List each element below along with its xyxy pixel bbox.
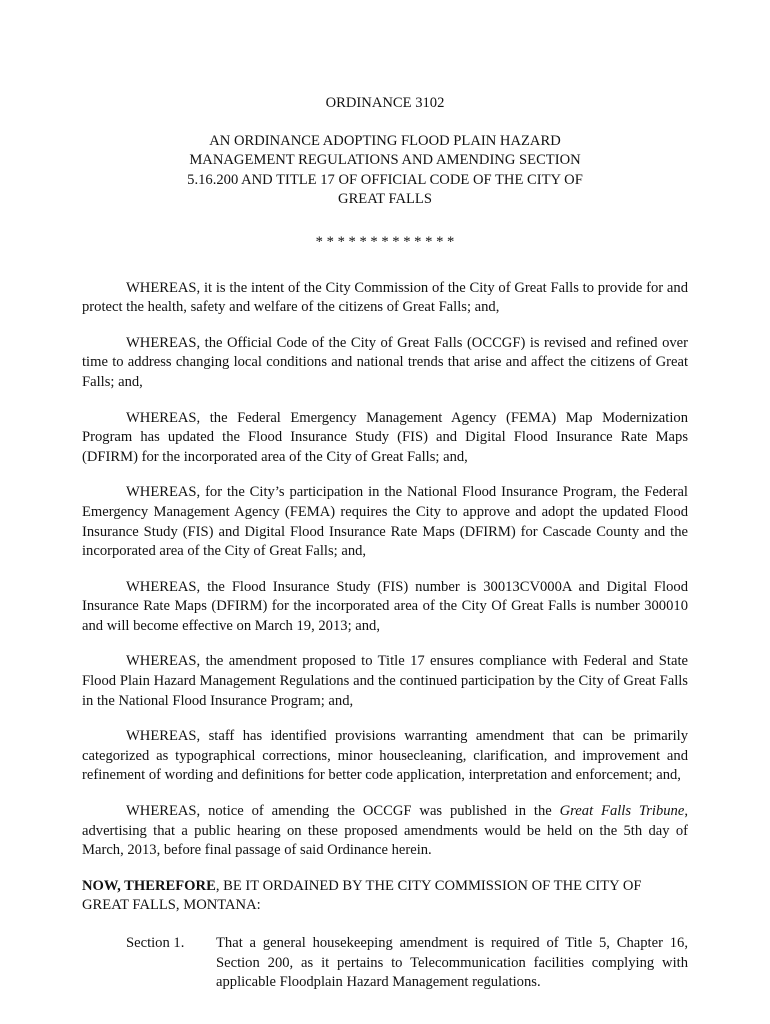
now-therefore-bold: NOW, THEREFORE [82, 877, 216, 894]
ordinance-title: ORDINANCE 3102 [325, 95, 445, 111]
subtitle-line: MANAGEMENT REGULATIONS AND AMENDING SECTION [189, 152, 581, 169]
whereas-paragraph: WHEREAS, for the City’s participation in the National Flood Insurance Program, the Federal Emergency Management Agency (FEMA) requires the City to approve and adopt the updated Flood Insurance Study (FIS) and Digital Flood Insurance Rate Maps (DFIRM) for Cascade County and the incorporated area of the City of Great Falls; and, [82, 484, 688, 560]
subtitle-line: GREAT FALLS [338, 191, 432, 208]
now-therefore-rest: , BE IT ORDAINED BY THE CITY COMMISSION OF THE CITY OF GREAT FALLS, MONTANA: [82, 877, 642, 914]
section-text: That a general housekeeping amendment is required of Title 5, Chapter 16, Section 200, as it pertains to Telecommunication facilities complying with applicable Floodplain Hazard Management regulations. [216, 935, 688, 991]
now-therefore-clause [82, 877, 688, 916]
notice-text-before: WHEREAS, notice of amending the OCCGF was published in the [126, 803, 560, 820]
ordinance-subtitle [82, 132, 688, 210]
whereas-paragraph: WHEREAS, it is the intent of the City Commission of the City of Great Falls to provide for and protect the health, safety and welfare of the citizens of Great Falls; and, [82, 279, 688, 316]
asterisk-separator: * * * * * * * * * * * * * [315, 233, 455, 250]
section-1 [126, 934, 688, 993]
subtitle-line: 5.16.200 AND TITLE 17 OF OFFICIAL CODE OF THE CITY OF [187, 171, 583, 188]
whereas-paragraph: WHEREAS, staff has identified provisions warranting amendment that can be primarily categorized as typographical corrections, minor housecleaning, clarification, and improvement and refinement of wording and definitions for better code application, interpretation and enforcement; and, [82, 728, 688, 784]
whereas-paragraph: WHEREAS, the Official Code of the City of Great Falls (OCCGF) is revised and refined over time to address changing local conditions and national trends that arise and affect the citizens of Great Falls; and, [82, 334, 688, 390]
whereas-paragraph: WHEREAS, the Flood Insurance Study (FIS) number is 30013CV000A and Digital Flood Insurance Rate Maps (DFIRM) for the incorporated area of the City Of Great Falls is number 300010 and will become effective on March 19, 2013; and, [82, 578, 688, 634]
section-label: Section 1. [126, 935, 185, 951]
notice-text-after: , advertising that a public hearing on these proposed amendments would be held on the 5th day of March, 2013, before final passage of said Ordinance herein. [82, 803, 688, 859]
subtitle-line: AN ORDINANCE ADOPTING FLOOD PLAIN HAZARD [209, 132, 561, 149]
newspaper-name: Great Falls Tribune [559, 803, 685, 820]
whereas-notice-paragraph [82, 802, 688, 861]
whereas-paragraph: WHEREAS, the Federal Emergency Management Agency (FEMA) Map Modernization Program has updated the Flood Insurance Study (FIS) and Digital Flood Insurance Rate Maps (DFIRM) for the incorporated area of the City of Great Falls; and, [82, 409, 688, 465]
whereas-paragraph: WHEREAS, the amendment proposed to Title 17 ensures compliance with Federal and State Flood Plain Hazard Management Regulations and the continued participation by the City of Great Falls in the National Flood Insurance Program; and, [82, 653, 688, 709]
